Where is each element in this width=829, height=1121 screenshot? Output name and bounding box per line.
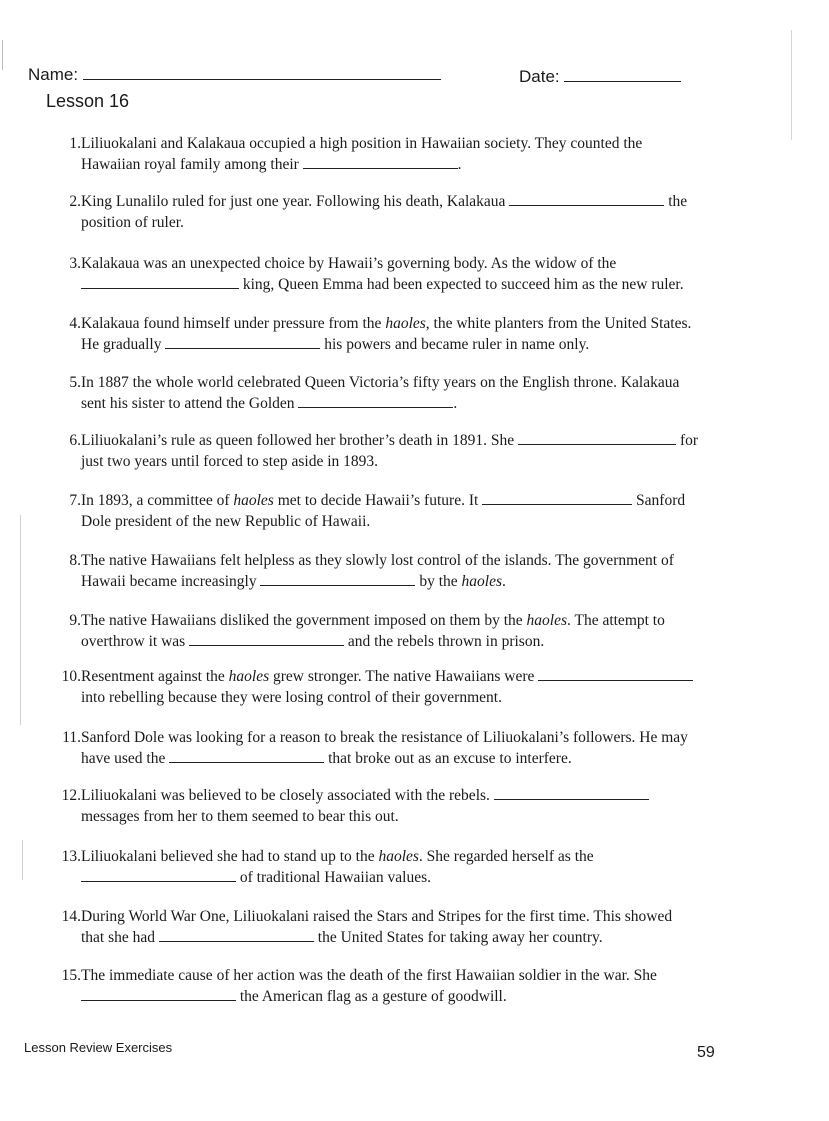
question-number: 2.: [69, 193, 81, 210]
question-number: 10.: [61, 668, 81, 685]
question-2: 2.King Lunalilo ruled for just one year. Following his death, Kalakaua the position of ruler.: [56, 191, 746, 233]
date-field-row: [519, 64, 681, 87]
answer-blank[interactable]: [538, 666, 693, 681]
footer-label: Lesson Review Exercises: [24, 1040, 173, 1055]
page-number: 59: [697, 1044, 715, 1061]
answer-blank[interactable]: [482, 490, 632, 505]
date-blank[interactable]: [564, 64, 681, 82]
question-5: 5.In 1887 the whole world celebrated Queen Victoria’s fifty years on the English throne. Kalakaua sent his sister to attend the Golden .: [56, 372, 746, 414]
question-number: 4.: [69, 315, 81, 332]
lesson-title: Lesson 16: [46, 91, 130, 111]
question-number: 5.: [69, 374, 81, 391]
question-13: 13.Liliuokalani believed she had to stand up to the haoles. She regarded herself as the of traditional Hawaiian values.: [56, 846, 746, 888]
question-9: 9.The native Hawaiians disliked the government imposed on them by the haoles. The attempt to overthrow it was and the rebels thrown in prison.: [56, 610, 746, 652]
question-8: 8.The native Hawaiians felt helpless as they slowly lost control of the islands. The government of Hawaii became increasingly by the haoles.: [56, 550, 746, 592]
answer-blank[interactable]: [518, 430, 676, 445]
answer-blank[interactable]: [81, 274, 239, 289]
question-number: 9.: [69, 612, 81, 629]
answer-blank[interactable]: [169, 748, 324, 763]
question-number: 6.: [69, 432, 81, 449]
answer-blank[interactable]: [189, 631, 344, 646]
question-3: 3.Kalakaua was an unexpected choice by Hawaii’s governing body. As the widow of the king, Queen Emma had been expected to succeed him as the new ruler.: [56, 253, 746, 295]
scan-edge-mark: [20, 515, 21, 725]
answer-blank[interactable]: [81, 867, 236, 882]
name-blank[interactable]: [83, 62, 441, 80]
question-11: 11.Sanford Dole was looking for a reason to break the resistance of Liliuokalani’s followers. He may have used the that broke out as an excuse to interfere.: [56, 727, 746, 769]
question-10: 10.Resentment against the haoles grew stronger. The native Hawaiians were into rebelling because they were losing control of their government.: [56, 666, 746, 708]
scan-edge-mark: [22, 840, 23, 880]
answer-blank[interactable]: [260, 571, 415, 586]
scan-edge-mark: [2, 40, 3, 70]
answer-blank[interactable]: [165, 334, 320, 349]
question-1: 1.Liliuokalani and Kalakaua occupied a high position in Hawaiian society. They counted the Hawaiian royal family among their .: [56, 133, 746, 175]
question-number: 3.: [69, 255, 81, 272]
answer-blank[interactable]: [303, 154, 458, 169]
name-field-row: [28, 62, 441, 85]
question-number: 11.: [62, 729, 81, 746]
date-label: Date:: [519, 67, 560, 86]
question-number: 7.: [69, 492, 81, 509]
answer-blank[interactable]: [509, 191, 664, 206]
question-number: 13.: [61, 848, 81, 865]
question-number: 14.: [61, 908, 81, 925]
question-number: 15.: [61, 967, 81, 984]
scan-edge-mark: [791, 30, 792, 140]
question-number: 12.: [61, 787, 81, 804]
question-6: 6.Liliuokalani’s rule as queen followed her brother’s death in 1891. She for just two years until forced to step aside in 1893.: [56, 430, 746, 472]
answer-blank[interactable]: [298, 393, 453, 408]
name-label: Name:: [28, 65, 79, 84]
question-4: 4.Kalakaua found himself under pressure from the haoles, the white planters from the United States. He gradually his powers and became ruler in name only.: [56, 313, 746, 355]
question-15: 15.The immediate cause of her action was the death of the first Hawaiian soldier in the war. She the American flag as a gesture of goodwill.: [56, 965, 746, 1007]
question-number: 1.: [69, 135, 81, 152]
answer-blank[interactable]: [159, 927, 314, 942]
answer-blank[interactable]: [81, 986, 236, 1001]
question-7: 7.In 1893, a committee of haoles met to decide Hawaii’s future. It Sanford Dole president of the new Republic of Hawaii.: [56, 490, 746, 532]
question-number: 8.: [69, 552, 81, 569]
question-12: 12.Liliuokalani was believed to be closely associated with the rebels. messages from her to them seemed to bear this out.: [56, 785, 746, 827]
answer-blank[interactable]: [494, 785, 649, 800]
question-14: 14.During World War One, Liliuokalani raised the Stars and Stripes for the first time. This showed that she had the United States for taking away her country.: [56, 906, 746, 948]
